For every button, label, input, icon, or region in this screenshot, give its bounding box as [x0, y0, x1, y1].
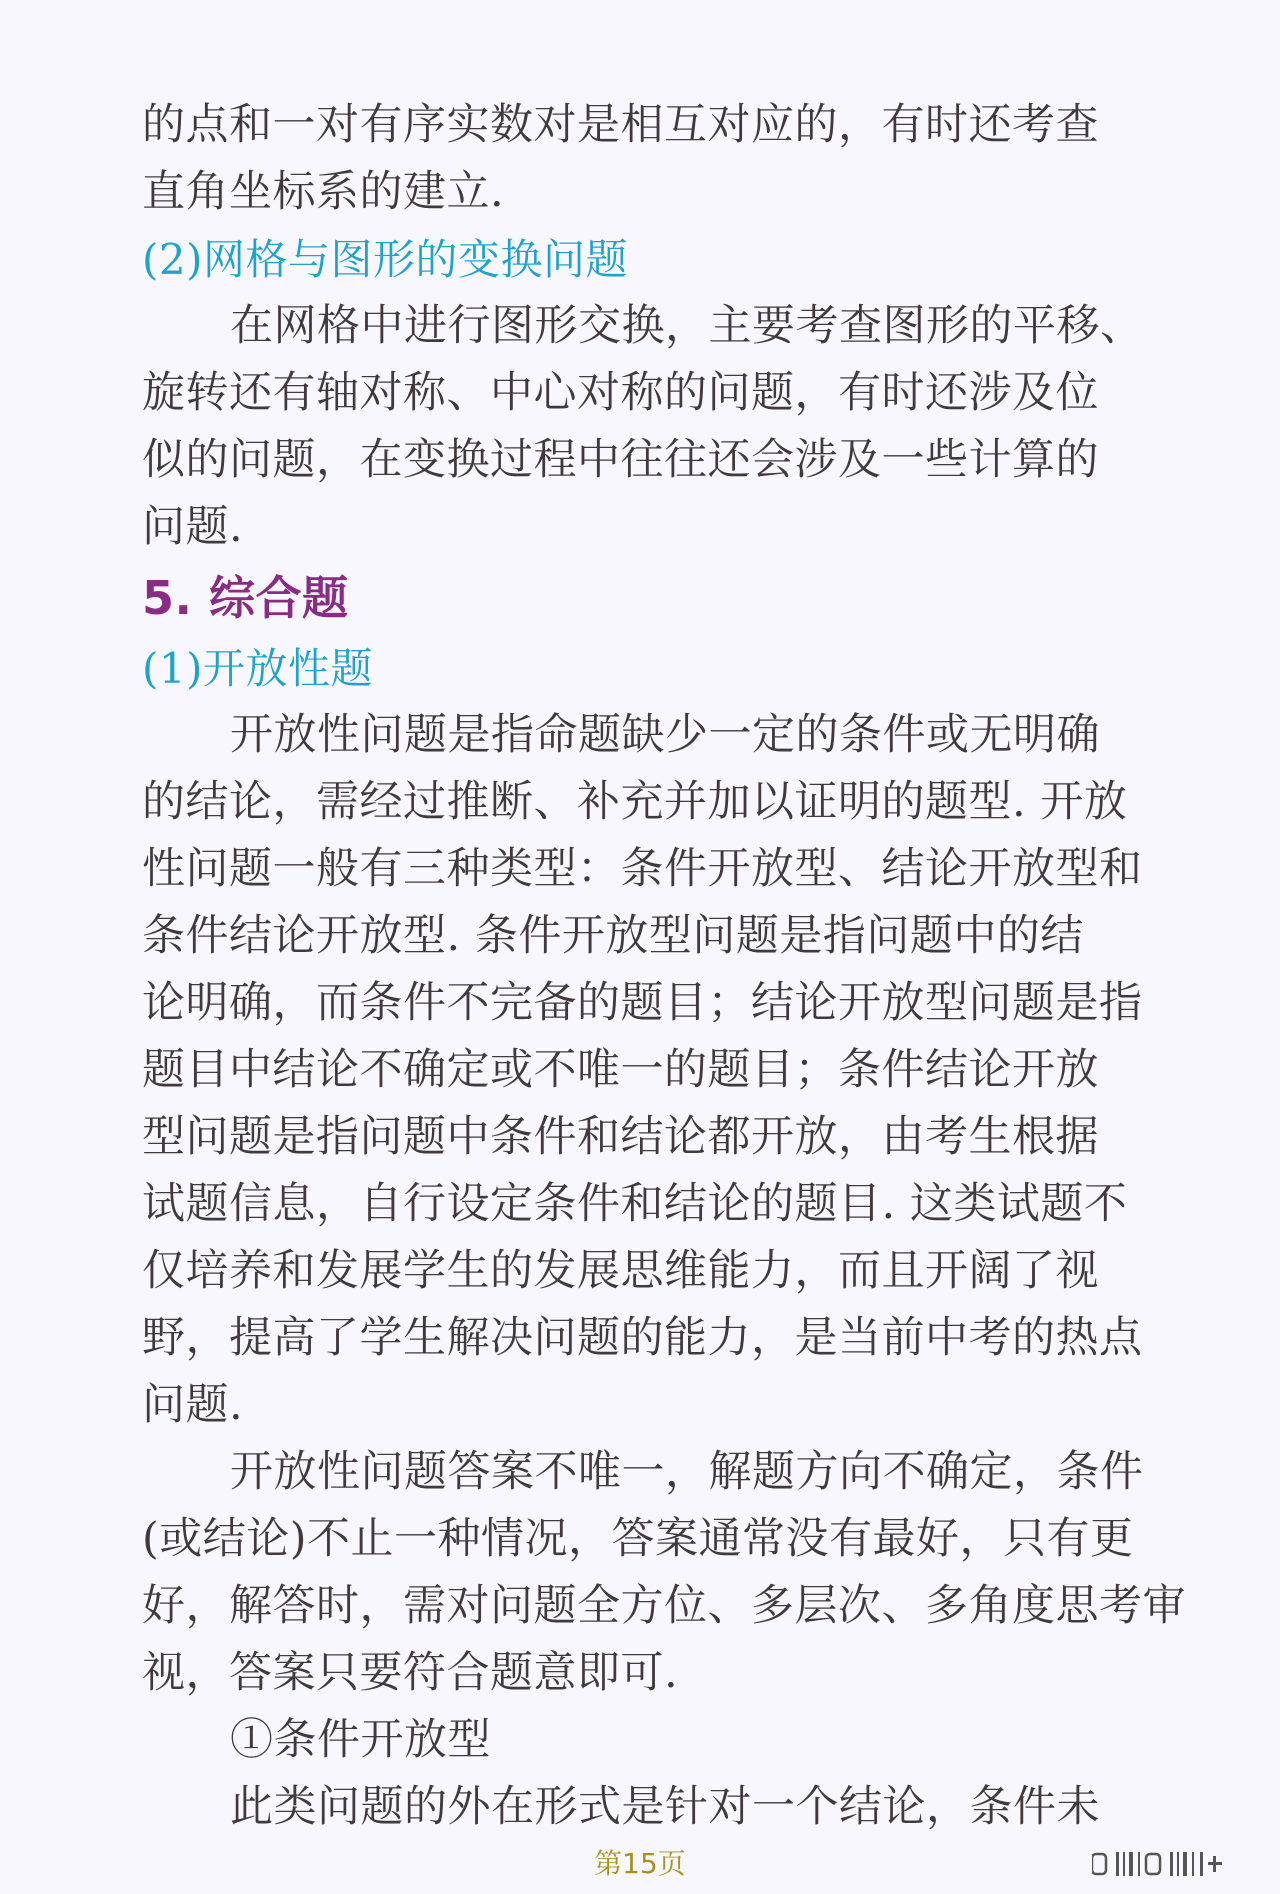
- body-line: 好，解答时，需对问题全方位、多层次、多角度思考审: [142, 1581, 1186, 1631]
- body-line: 性问题一般有三种类型：条件开放型、结论开放型和: [142, 844, 1143, 894]
- body-line: 问题.: [142, 502, 244, 552]
- body-line: 视，答案只要符合题意即可.: [142, 1648, 679, 1698]
- body-line: 的结论，需经过推断、补充并加以证明的题型. 开放: [142, 777, 1128, 827]
- subheading-open-questions: (1)开放性题: [142, 644, 373, 693]
- page-number: 第15页: [594, 1847, 686, 1880]
- page-content: [142, 92, 1186, 1841]
- barcode-mark-icon: [1092, 1850, 1242, 1878]
- body-line: 野，提高了学生解决问题的能力，是当前中考的热点: [142, 1313, 1143, 1363]
- body-line: (或结论)不止一种情况，答案通常没有最好，只有更: [142, 1514, 1134, 1564]
- body-line: 问题.: [142, 1380, 244, 1430]
- body-line: 开放性问题是指命题缺少一定的条件或无明确: [230, 710, 1100, 760]
- body-line: 试题信息，自行设定条件和结论的题目. 这类试题不: [142, 1179, 1128, 1229]
- body-line: 开放性问题答案不唯一，解题方向不确定，条件: [230, 1447, 1144, 1497]
- body-line: 仅培养和发展学生的发展思维能力，而且开阔了视: [142, 1246, 1099, 1296]
- body-line: 条件结论开放型. 条件开放型问题是指问题中的结: [142, 911, 1084, 961]
- body-line: 在网格中进行图形交换，主要考查图形的平移、: [230, 301, 1144, 351]
- body-line: 似的问题，在变换过程中往往还会涉及一些计算的: [142, 435, 1099, 485]
- body-line: 旋转还有轴对称、中心对称的问题，有时还涉及位: [142, 368, 1099, 418]
- body-line: 的点和一对有序实数对是相互对应的，有时还考查: [142, 100, 1099, 150]
- body-line: 型问题是指问题中条件和结论都开放，由考生根据: [142, 1112, 1099, 1162]
- section-heading-comprehensive: 5. 综合题: [142, 571, 349, 625]
- subheading-grid-transform: (2)网格与图形的变换问题: [142, 235, 628, 284]
- body-line: 此类问题的外在形式是针对一个结论，条件未: [230, 1782, 1100, 1832]
- body-line: 题目中结论不确定或不唯一的题目；条件结论开放: [142, 1045, 1099, 1095]
- body-line: 论明确，而条件不完备的题目；结论开放型问题是指: [142, 978, 1143, 1028]
- body-line: 直角坐标系的建立.: [142, 167, 505, 217]
- subsection-condition-open: ①条件开放型: [230, 1715, 491, 1765]
